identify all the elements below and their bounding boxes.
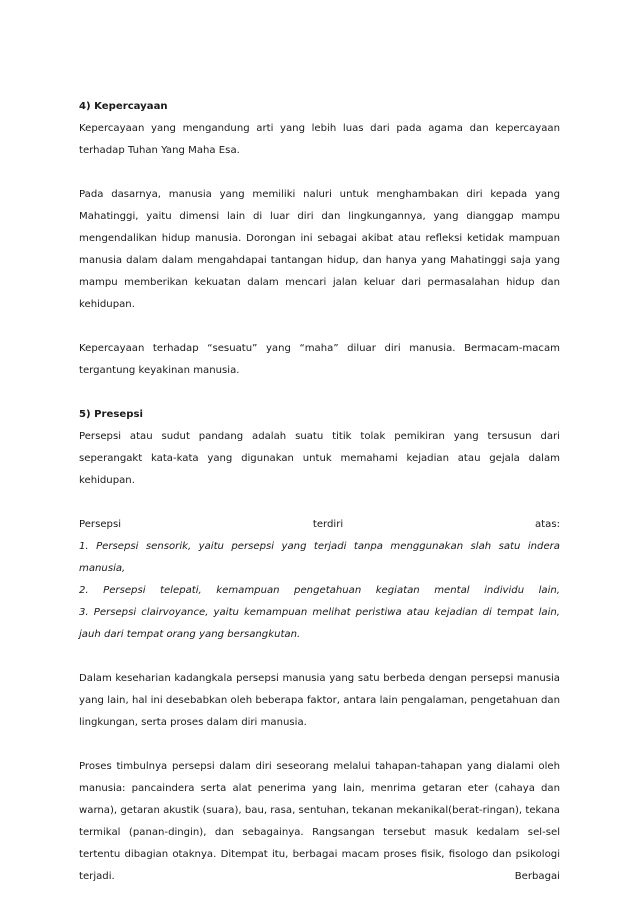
paragraph: Kepercayaan terhadap “sesuatu” yang “maha” diluar diri manusia. Bermacam-macam tergantung keyakinan manusia. xyxy=(79,343,560,376)
section-heading-kepercayaan: 4) Kepercayaan xyxy=(79,101,168,112)
paragraph-spacer xyxy=(79,646,560,668)
paragraph-spacer xyxy=(79,734,560,756)
document-body xyxy=(79,96,560,888)
paragraph: Dalam keseharian kadangkala persepsi manusia yang satu berbeda dengan persepsi manusia yang lain, hal ini desebabkan oleh beberapa faktor, antara lain pengalaman, pengetahuan dan lingkungan, serta proses dalam diri manusia. xyxy=(79,673,560,728)
paragraph-spacer xyxy=(79,316,560,338)
paragraph: Pada dasarnya, manusia yang memiliki naluri untuk menghambakan diri kepada yang Mahatinggi, yaitu dimensi lain di luar diri dan lingkungannya, yang dianggap mampu mengendalikan hidup manusia. Dorongan ini sebagai akibat atau refleksi ketidak mampuan manusia dalam dalam mengahdapai tantangan hidup, dan hanya yang Mahatinggi saja yang mampu memberikan kekuatan dalam mencari jalan keluar dari permasalahan hidup dan kehidupan. xyxy=(79,189,560,310)
list-item: 3. Persepsi clairvoyance, yaitu kemampuan melihat peristiwa atau kejadian di tempat lain, jauh dari tempat orang yang bersangkutan. xyxy=(79,607,560,640)
paragraph: Persepsi atau sudut pandang adalah suatu titik tolak pemikiran yang tersusun dari seperangakt kata-kata yang digunakan untuk memahami kejadian atau gejala dalam kehidupan. xyxy=(79,431,560,486)
paragraph: Kepercayaan yang mengandung arti yang lebih luas dari pada agama dan kepercayaan terhadap Tuhan Yang Maha Esa. xyxy=(79,123,560,156)
paragraph-spacer xyxy=(79,492,560,514)
list-intro: Persepsi terdiri atas: xyxy=(79,519,560,530)
list-item: 1. Persepsi sensorik, yaitu persepsi yang terjadi tanpa menggunakan slah satu indera manusia, xyxy=(79,541,560,574)
paragraph-spacer xyxy=(79,382,560,404)
section-heading-presepsi: 5) Presepsi xyxy=(79,409,143,420)
paragraph-spacer xyxy=(79,162,560,184)
paragraph: Proses timbulnya persepsi dalam diri seseorang melalui tahapan-tahapan yang dialami oleh manusia: pancaindera serta alat penerima yang lain, menrima getaran eter (cahaya dan warna), getaran akustik (suara), bau, rasa, sentuhan, tekanan mekanikal(berat-ringan), tekana termikal (panan-dingin), dan sebagainya. Rangsangan tersebut masuk kedalam sel-sel tertentu dibagian otaknya. Ditempat itu, berbagai macam proses fisik, fisologo dan psikologi terjadi. Berbagai xyxy=(79,761,560,882)
list-item: 2. Persepsi telepati, kemampuan pengetahuan kegiatan mental individu lain, xyxy=(79,585,560,596)
